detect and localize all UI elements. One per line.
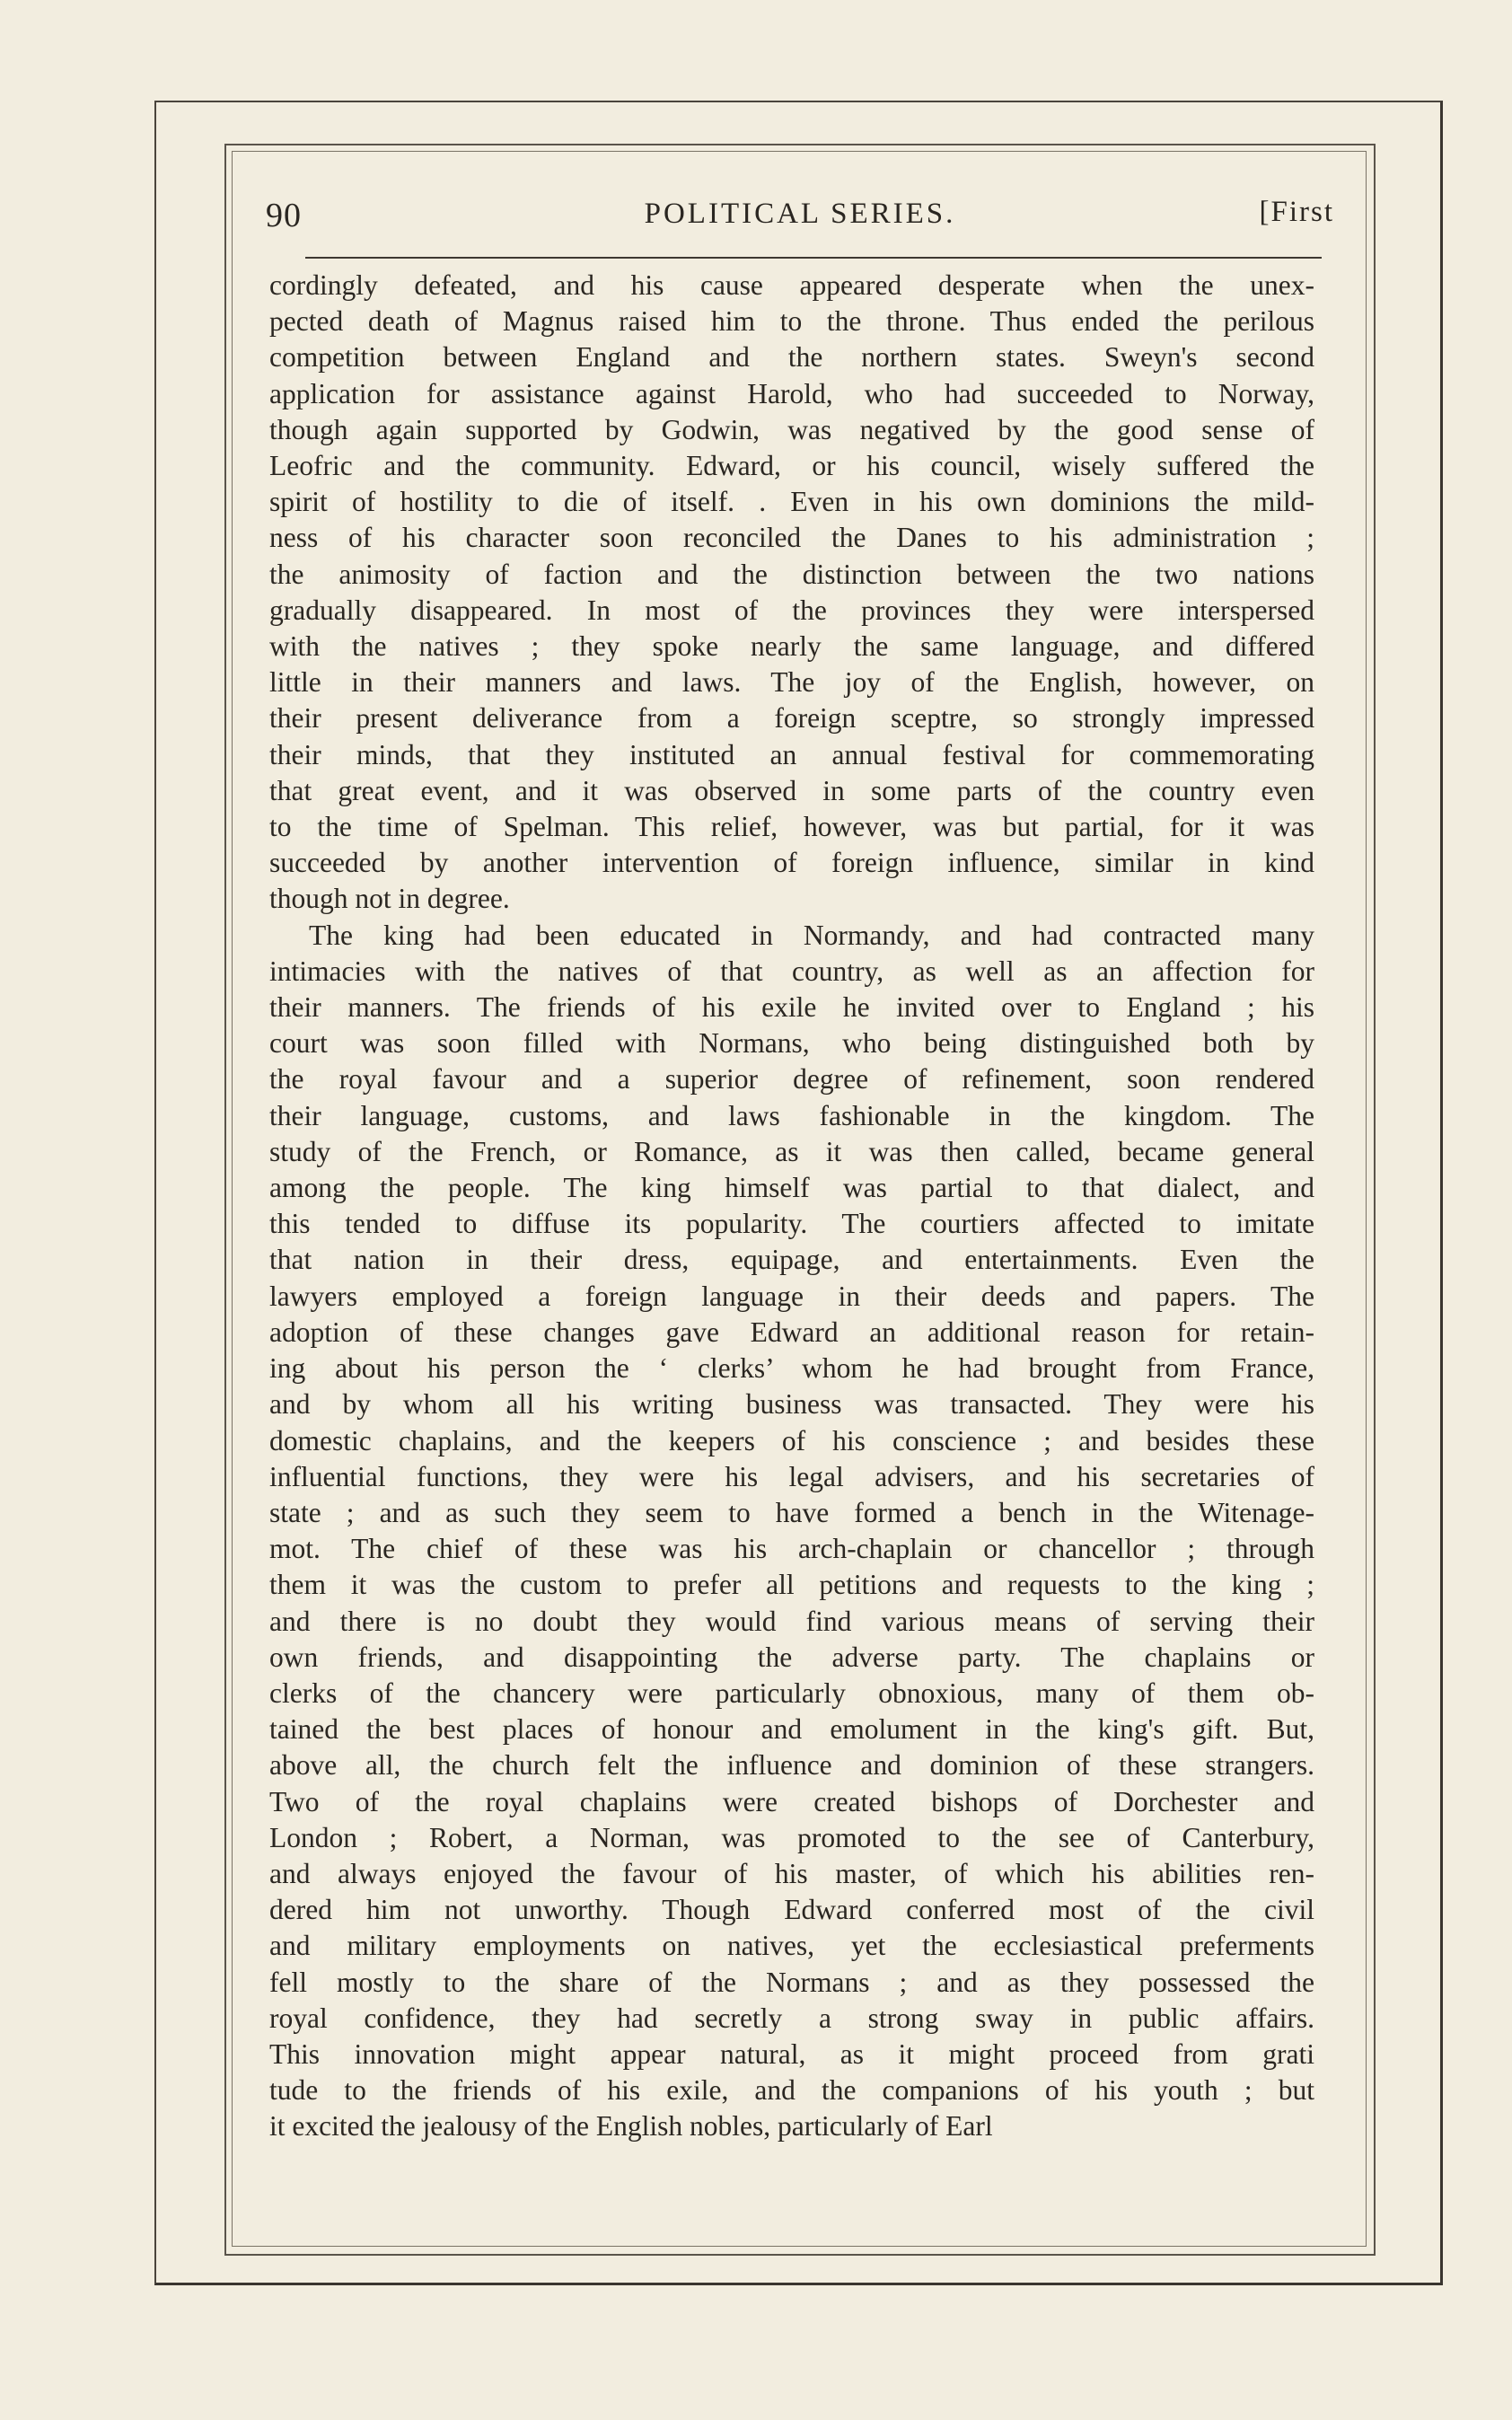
text-line: and there is no doubt they would find various means of serving their [269,1605,1314,1637]
text-line: This innovation might appear natural, as it might proceed from grati [269,2037,1314,2070]
text-line: influential functions, they were his legal advisers, and his secretaries of [269,1460,1314,1492]
text-line: state ; and as such they seem to have formed a bench in the Witenage- [269,1496,1314,1528]
text-line: The king had been educated in Normandy, and had contracted many [309,919,1314,951]
text-line: this tended to diffuse its popularity. The courtiers affected to imitate [269,1208,1314,1240]
text-line: that nation in their dress, equipage, and entertainments. Even the [269,1244,1314,1276]
text-line: adoption of these changes gave Edward an additional reason for retain- [269,1316,1314,1348]
text-line: fell mostly to the share of the Normans ; and as they possessed the [269,1966,1314,1998]
text-line: ing about his person the ‘ clerks’ whom he had brought from France, [269,1352,1314,1385]
text-line: domestic chaplains, and the keepers of his conscience ; and besides these [269,1424,1314,1456]
text-line: the animosity of faction and the distinction between the two nations [269,558,1314,590]
text-line: clerks of the chancery were particularly obnoxious, many of them ob- [269,1676,1314,1709]
text-line: and always enjoyed the favour of his master, of which his abilities ren- [269,1857,1314,1889]
text-line: Two of the royal chaplains were created bishops of Dorchester and [269,1785,1314,1817]
text-line: tude to the friends of his exile, and the companions of his youth ; but [269,2074,1314,2107]
text-line: little in their manners and laws. The joy of the English, however, on [269,666,1314,699]
section-mark: [First [1259,196,1334,228]
text-line: above all, the church felt the influence and dominion of these strangers. [269,1749,1314,1782]
text-line: mot. The chief of these was his arch-chaplain or chancellor ; through [269,1533,1314,1565]
running-head: POLITICAL SERIES. [644,198,956,230]
text-line: spirit of hostility to die of itself. . Even in his own dominions the mild- [269,486,1314,518]
text-line: though not in degree. [269,883,510,915]
page-header [266,196,1334,241]
text-line: pected death of Magnus raised him to the throne. Thus ended the perilous [269,305,1314,338]
text-line: competition between England and the northern states. Sweyn's second [269,341,1314,374]
text-line: and military employments on natives, yet the ecclesiastical preferments [269,1930,1314,1962]
page-number: 90 [266,197,302,234]
text-line: gradually disappeared. In most of the provinces they were interspersed [269,594,1314,626]
text-line: their minds, that they instituted an annual festival for commemorating [269,738,1314,770]
text-line: intimacies with the natives of that country, as well as an affection for [269,955,1314,987]
text-line: study of the French, or Romance, as it was then called, became general [269,1135,1314,1167]
text-line: dered him not unworthy. Though Edward conferred most of the civil [269,1894,1314,1926]
body-text [269,268,1314,2145]
text-line: Leofric and the community. Edward, or his council, wisely suffered the [269,450,1314,482]
text-line: to the time of Spelman. This relief, however, was but partial, for it was [269,811,1314,843]
text-line: among the people. The king himself was partial to that dialect, and [269,1172,1314,1204]
text-line: with the natives ; they spoke nearly the same language, and differed [269,630,1314,663]
text-line: own friends, and disappointing the adverse party. The chaplains or [269,1641,1314,1673]
text-line: though again supported by Godwin, was negatived by the good sense of [269,413,1314,445]
text-line: and by whom all his writing business was transacted. They were his [269,1388,1314,1421]
text-line: lawyers employed a foreign language in their deeds and papers. The [269,1280,1314,1312]
text-line: their language, customs, and laws fashionable in the kingdom. The [269,1099,1314,1131]
text-line: their manners. The friends of his exile he invited over to England ; his [269,991,1314,1024]
header-rule [305,257,1322,259]
text-line: cordingly defeated, and his cause appeared desperate when the unex- [269,269,1314,301]
text-line: ness of his character soon reconciled the Danes to his administration ; [269,522,1314,554]
text-line: London ; Robert, a Norman, was promoted to the see of Canterbury, [269,1821,1314,1853]
text-line: royal confidence, they had secretly a strong sway in public affairs. [269,2002,1314,2034]
text-line: their present deliverance from a foreign sceptre, so strongly impressed [269,702,1314,735]
text-line: them it was the custom to prefer all petitions and requests to the king ; [269,1569,1314,1601]
text-line: court was soon filled with Normans, who being distinguished both by [269,1027,1314,1060]
text-line: the royal favour and a superior degree of refinement, soon rendered [269,1063,1314,1096]
text-line: tained the best places of honour and emolument in the king's gift. But, [269,1713,1314,1746]
text-line: succeeded by another intervention of foreign influence, similar in kind [269,847,1314,879]
text-line: it excited the jealousy of the English nobles, particularly of Earl [269,2110,993,2143]
text-line: application for assistance against Harold, who had succeeded to Norway, [269,377,1314,409]
text-line: that great event, and it was observed in some parts of the country even [269,774,1314,806]
